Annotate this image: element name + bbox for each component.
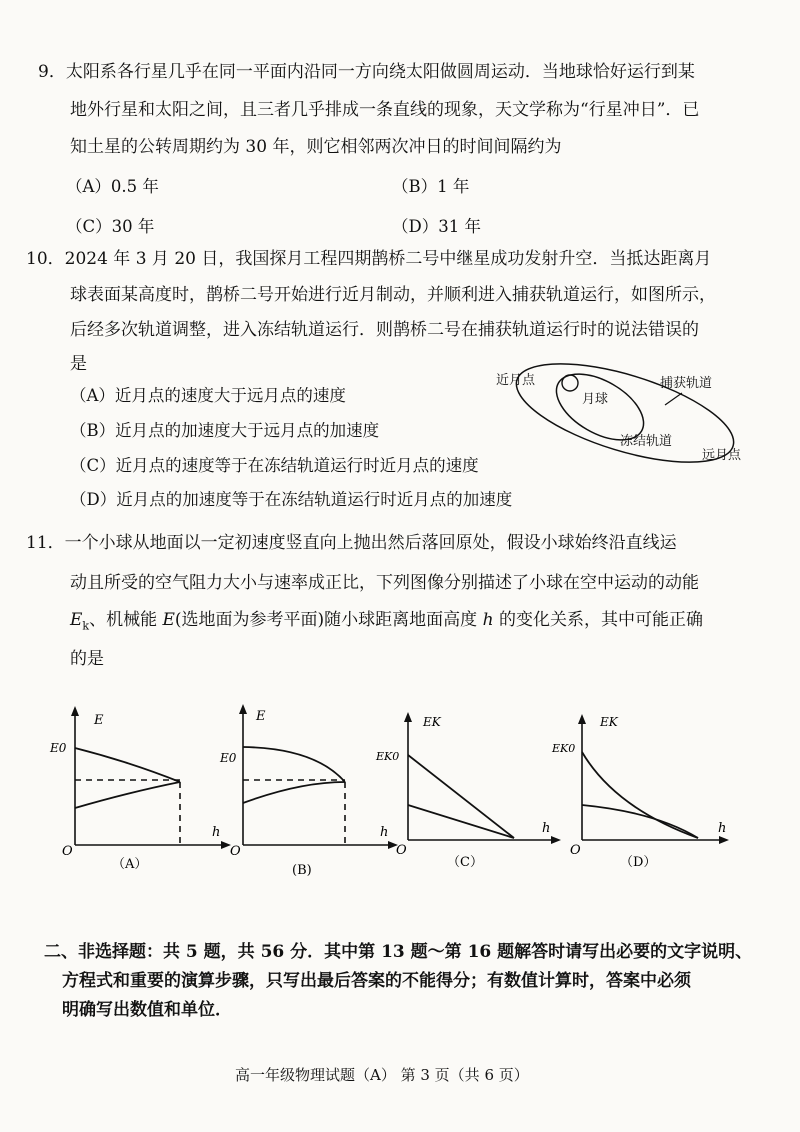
label-perilune: 近月点 bbox=[496, 373, 536, 388]
q9-option-c: （C）30 年 bbox=[66, 217, 155, 236]
graph-c-xlabel: h bbox=[542, 821, 551, 836]
q9-option-d: （D）31 年 bbox=[392, 217, 481, 236]
graph-c-y0label: EK0 bbox=[376, 750, 400, 763]
q10-option-a: （A）近月点的速度大于远月点的速度 bbox=[70, 386, 346, 405]
graph-d-ylabel: EK bbox=[600, 715, 618, 729]
graph-c-caption: （C） bbox=[447, 855, 483, 870]
graph-b-xlabel: h bbox=[380, 825, 389, 840]
section2-line2: 方程式和重要的演算步骤，只写出最后答案的不能得分；有数值计算时，答案中必须 bbox=[62, 971, 691, 991]
graph-b-caption: (B) bbox=[292, 863, 312, 878]
graph-b-y0label: E0 bbox=[220, 751, 237, 765]
graph-a-caption: （A） bbox=[112, 857, 148, 872]
label-apolune: 远月点 bbox=[702, 448, 742, 463]
q10-line2: 球表面某高度时，鹊桥二号开始进行近月制动，并顺利进入捕获轨道运行，如图所示， bbox=[70, 285, 716, 305]
label-moon: 月球 bbox=[582, 392, 609, 407]
page-footer: 高一年级物理试题（A） 第 3 页（共 6 页） bbox=[235, 1066, 529, 1084]
q10-line1: 10．2024 年 3 月 20 日，我国探月工程四期鹊桥二号中继星成功发射升空．当抵达距离月 bbox=[26, 249, 712, 269]
q9-line3: 知土星的公转周期约为 30 年，则它相邻两次冲日的时间间隔约为 bbox=[70, 137, 562, 157]
graph-d-upper-curve bbox=[582, 752, 698, 838]
graph-d bbox=[551, 714, 729, 870]
capture-orbit-leader bbox=[665, 393, 682, 405]
section2-line1: 二、非选择题：共 5 题，共 56 分．其中第 13 题～第 16 题解答时请写出必要的文字说明、 bbox=[44, 942, 753, 962]
q11-line3: $E_k$、机械能 E(选地面为参考平面)随小球距离地面高度 h 的变化关系，其中可能正确 bbox=[70, 610, 703, 633]
q10-line4: 是 bbox=[70, 354, 87, 374]
graph-d-xlabel: h bbox=[718, 821, 727, 836]
q9-line2: 地外行星和太阳之间，且三者几乎排成一条直线的现象，天文学称为“行星冲日”．已 bbox=[70, 100, 700, 120]
graph-b-upper-curve bbox=[243, 747, 345, 782]
section2-line3: 明确写出数值和单位． bbox=[62, 1000, 232, 1020]
graph-a-origin: O bbox=[62, 844, 73, 859]
graph-c-ylabel: EK bbox=[423, 715, 441, 729]
graph-a-lower-curve bbox=[75, 782, 180, 808]
q11-graphs bbox=[30, 700, 770, 890]
graph-a bbox=[49, 706, 231, 872]
q9-line1: 9．太阳系各行星几乎在同一平面内沿同一方向绕太阳做圆周运动．当地球恰好运行到某 bbox=[38, 62, 695, 82]
graph-b-ylabel: E bbox=[256, 709, 266, 724]
q11-line2: 动且所受的空气阻力大小与速率成正比，下列图像分别描述了小球在空中运动的动能 bbox=[70, 573, 699, 593]
graph-a-y0label: E0 bbox=[50, 741, 67, 755]
q10-option-d: （D）近月点的加速度等于在冻结轨道运行时近月点的加速度 bbox=[70, 490, 513, 509]
graph-c-upper-line bbox=[408, 755, 514, 838]
moon-circle bbox=[562, 375, 578, 391]
q10-option-c: （C）近月点的速度等于在冻结轨道运行时近月点的速度 bbox=[70, 456, 479, 475]
graph-d-origin: O bbox=[570, 843, 581, 858]
graph-d-caption: （D） bbox=[620, 855, 657, 870]
label-frozen-orbit: 冻结轨道 bbox=[620, 434, 673, 449]
graph-d-y0label: EK0 bbox=[552, 742, 576, 755]
q10-option-b: （B）近月点的加速度大于远月点的加速度 bbox=[70, 421, 380, 440]
q11-line1: 11．一个小球从地面以一定初速度竖直向上抛出然后落回原处，假设小球始终沿直线运 bbox=[26, 533, 677, 553]
graph-b-origin: O bbox=[230, 844, 241, 859]
graph-c bbox=[375, 712, 561, 870]
q11-line4: 的是 bbox=[70, 649, 104, 669]
graph-a-ylabel: E bbox=[94, 713, 104, 728]
q9-option-a: （A）0.5 年 bbox=[66, 177, 159, 196]
graph-b bbox=[219, 704, 398, 878]
graph-c-lower-line bbox=[408, 805, 514, 838]
q9-option-b: （B）1 年 bbox=[392, 177, 470, 196]
graph-a-upper-curve bbox=[75, 748, 180, 782]
graph-a-xlabel: h bbox=[212, 825, 221, 840]
graph-c-origin: O bbox=[396, 843, 407, 858]
label-capture-orbit: 捕获轨道 bbox=[660, 376, 713, 391]
graph-b-lower-curve bbox=[243, 782, 345, 803]
q10-line3: 后经多次轨道调整，进入冻结轨道运行．则鹊桥二号在捕获轨道运行时的说法错误的 bbox=[70, 320, 699, 340]
